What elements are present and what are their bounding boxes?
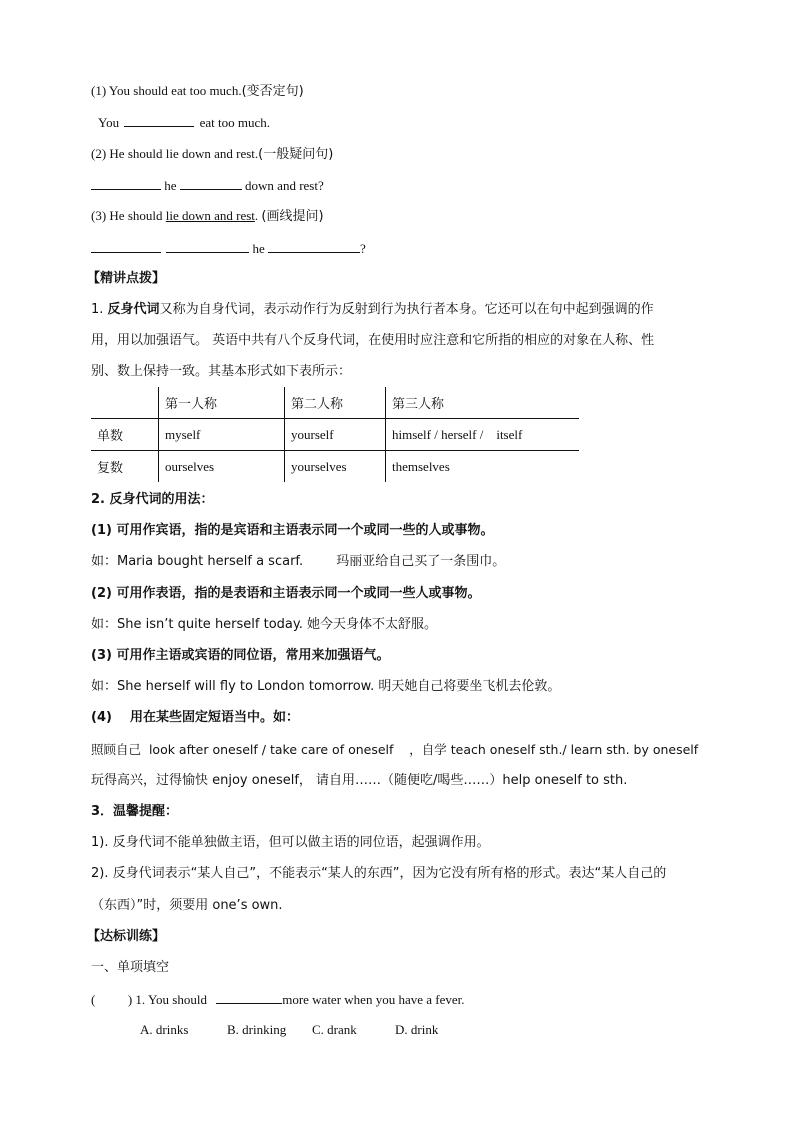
usage-3-example: 如：She herself will fly to London tomorrow. 明天她自己将要坐飞机去伦敦。 xyxy=(91,679,561,694)
table-row: 复数 ourselves yourselves themselves xyxy=(91,451,579,483)
usage-4-line-1: 照顾自己 look after oneself / take care of oneself ，自学 teach oneself sth./ learn sth. by oneself xyxy=(91,742,699,757)
answer-slot[interactable] xyxy=(99,991,125,1004)
answer-blank[interactable] xyxy=(124,113,194,127)
exercise-2-answer: he down and rest? xyxy=(91,176,324,195)
usage-3-heading: (3) 可用作主语或宾语的同位语，常用来加强语气。 xyxy=(91,648,390,663)
tips-title: 3．温馨提醒： xyxy=(91,804,179,819)
exercise-3-answer: he ? xyxy=(91,239,366,258)
tip-1: 1). 反身代词不能单独做主语，但可以做主语的同位语，起强调作用。 xyxy=(91,835,490,850)
tip-2-line-2: （东西）”时，须要用 one’s own. xyxy=(91,898,283,913)
exercise-part-title: 一、单项填空 xyxy=(91,960,170,975)
option-d[interactable]: D. drink xyxy=(395,1022,439,1037)
paragraph-1-line-1: 1. 反身代词又称为自身代词，表示动作行为反射到行为执行者本身。它还可以在句中起到强调的作 xyxy=(91,302,654,317)
table-row: 单数 myself yourself himself / herself / itself xyxy=(91,419,579,451)
usage-2-example: 如：She isn’t quite herself today. 她今天身体不太舒服。 xyxy=(91,617,437,632)
answer-blank[interactable] xyxy=(216,990,282,1004)
exercise-3-sentence: (3) He should lie down and rest. (画线提问) xyxy=(91,208,324,224)
usage-title: 2. 反身代词的用法： xyxy=(91,492,214,507)
paragraph-1-line-2: 用，用以加强语气。 英语中共有八个反身代词，在使用时应注意和它所指的相应的对象在人称、性 xyxy=(91,333,655,348)
section-title-key-points: 【精讲点拨】 xyxy=(87,271,166,286)
section-title-practice: 【达标训练】 xyxy=(87,929,166,944)
reflexive-pronoun-table xyxy=(91,387,579,482)
usage-1-heading: (1) 可用作宾语，指的是宾语和主语表示同一个或同一些的人或事物。 xyxy=(91,523,494,538)
option-a[interactable]: A. drinks xyxy=(140,1022,189,1037)
answer-blank[interactable] xyxy=(166,239,249,253)
question-1: ( ) 1. You should more water when you have a fever. xyxy=(91,992,465,1007)
question-1-options xyxy=(140,1021,438,1039)
usage-4-line-2: 玩得高兴，过得愉快 enjoy oneself， 请自用……（随便吃/喝些……）help oneself to sth. xyxy=(91,773,628,788)
usage-2-heading: (2) 可用作表语，指的是表语和主语表示同一个或同一些人或事物。 xyxy=(91,586,481,601)
option-b[interactable]: B. drinking xyxy=(227,1022,287,1037)
tip-2-line-1: 2). 反身代词表示“某人自己”，不能表示“某人的东西”，因为它没有所有格的形式。表达“某人自己的 xyxy=(91,866,667,881)
answer-blank[interactable] xyxy=(91,239,161,253)
exercise-1-sentence: (1) You should eat too much.(变否定句) xyxy=(91,83,304,99)
paragraph-1-line-3: 别、数上保持一致。其基本形式如下表所示： xyxy=(91,364,352,379)
answer-blank[interactable] xyxy=(180,176,242,190)
table-header-row: 第一人称 第二人称 第三人称 xyxy=(91,387,579,419)
option-c[interactable]: C. drank xyxy=(312,1022,357,1037)
exercise-2-sentence: (2) He should lie down and rest.(一般疑问句) xyxy=(91,146,334,162)
usage-4-heading: (4) 用在某些固定短语当中。如： xyxy=(91,710,300,725)
answer-blank[interactable] xyxy=(268,239,360,253)
exercise-1-answer: You eat too much. xyxy=(98,115,270,130)
answer-blank[interactable] xyxy=(91,176,161,190)
usage-1-example: 如：Maria bought herself a scarf. 玛丽亚给自己买了一条围巾。 xyxy=(91,554,506,569)
